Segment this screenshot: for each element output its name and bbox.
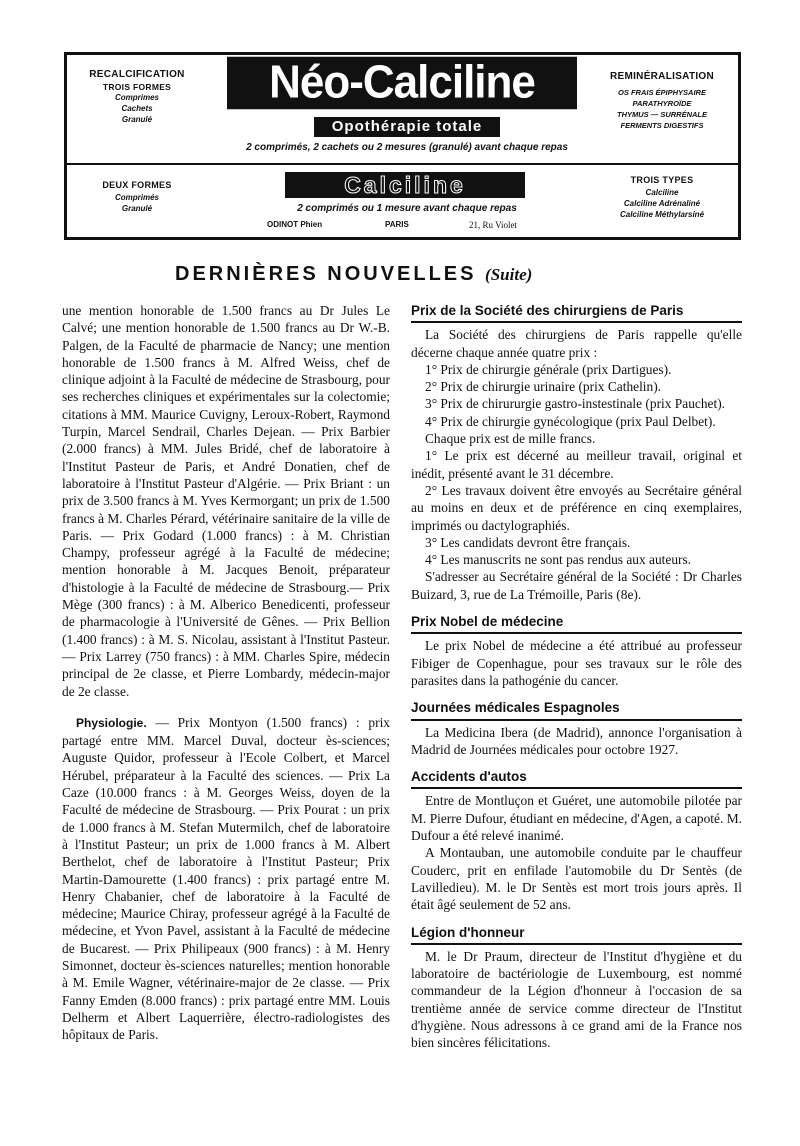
ad-top-left [81, 69, 193, 125]
societe-item: Chaque prix est de mille francs. [425, 431, 596, 447]
ad-item: FERMENTS DIGESTIFS [620, 121, 704, 130]
ad-recalcification: RECALCIFICATION [89, 69, 185, 80]
ad-remineralisation: REMINÉRALISATION [609, 71, 715, 82]
societe-item: 3° Les candidats devront être français. [425, 534, 631, 550]
section-title-legion: Légion d'honneur [411, 924, 742, 945]
societe-item: 1° Prix de chirurgie générale (prix Dartigues). [425, 361, 672, 377]
physiologie-text: — Prix Montyon (1.500 francs) : prix partagé entre MM. Marcel Duval, docteur ès-sciences; Auguste Quidor, professeur à l'Ecole Colbert, et Marcel Hérubel, préparateur à la Faculté des sciences. — Prix La Caze (10.000 francs : à M. Georges Weiss, doyen de la Faculté de médecine de Strasbourg. — Prix Pourat : un prix de 1.000 francs à M. Stefan Mutermilch, chef de laboratoire à l'Institut Pasteur; un prix de 1.000 francs à M. Albert Berthelot, chef de laboratoire à l'Institut Pasteur; Prix Martin-Damourette (1.400 francs) : prix partagé entre M. Henry Chabanier, chef de laboratoire à la Faculté de médecine; Maurice Chiray, professeur agrégé à la Faculté de médecine, et Yvon Pavel, assistant à la Faculté de médecine de Bucarest. — Prix Philipeaux (900 francs) : à M. Henry Simonnet, docteur ès-sciences naturelles; mention honorable à M. Emile Wagner, vétérinaire-major de 2e classe. — Prix Fanny Emden (8.000 francs) : prix partagé entre MM. Louis Delherm et Albert Laquerrière, électro-radiologistes des hôpitaux de Paris. [62, 714, 390, 1043]
ad-separator [67, 163, 738, 165]
ad-item: Granulé [121, 115, 153, 124]
ad-dosage-1: 2 comprimés, 2 cachets ou 2 mesures (granulé) avant chaque repas [246, 142, 568, 153]
page-heading [175, 263, 532, 286]
ad-item: Comprimés [114, 193, 159, 202]
ad-item: THYMUS — SURRÉNALE [616, 110, 707, 119]
nobel-text: Le prix Nobel de médecine a été attribué au professeur Fibiger de Copenhague, pour ses travaux sur le rôle des parasites dans la pathogénie du cancer. [411, 638, 742, 688]
ad-item: Calciline Méthylarsiné [619, 210, 705, 219]
heading-suite: (Suite) [485, 265, 533, 284]
ad-dosage-2: 2 comprimés ou 1 mesure avant chaque repas [297, 203, 517, 214]
advertisement-box [64, 52, 741, 240]
societe-item: 2° Prix de chirurgie urinaire (prix Cathelin). [425, 379, 662, 395]
societe-item: 2° Les travaux doivent être envoyés au Secrétaire général au moins en deux et de préférence en cinq exemplaires, imprimés ou dactylographiés. [411, 482, 742, 533]
right-column [411, 302, 742, 1052]
legion-text: M. le Dr Praum, directeur de l'Institut d'hygiène et du laboratoire de bactériologie de Luxembourg, est nommé commandeur de la Légion d'honneur à l'occasion de sa trentième année de service comme directeur de l'Institut d'hygiène. Nous adressons à ce grand ami de la France nos bien sincères félicitations. [411, 948, 742, 1051]
societe-item: 1° Le prix est décerné au meilleur travail, original et inédit, présenté avant le 31 décembre. [411, 448, 742, 481]
societe-intro: La Société des chirurgiens de Paris rappelle qu'elle décerne chaque année quatre prix : [411, 327, 742, 360]
brand-tagline: Opothérapie totale [314, 117, 500, 137]
section-title-journees: Journées médicales Espagnoles [411, 699, 742, 720]
ad-bottom-right [595, 175, 729, 220]
societe-item: 3° Prix de chirururgie gastro-instestinale (prix Pauchet). [425, 396, 725, 412]
ad-address: 21, Ru Violet [469, 220, 518, 230]
left-paragraph-2 [62, 714, 390, 1044]
physiologie-label: Physiologie. [76, 715, 147, 730]
societe-item: S'adresser au Secrétaire général de la Société : Dr Charles Buizard, 3, rue de La Trémoille, Paris (8e). [411, 569, 742, 602]
societe-item: 4° Prix de chirurgie gynécologique (prix Paul Delbet). [425, 413, 716, 429]
accidents-text-2: A Montauban, une automobile conduite par le chauffeur Couderc, prit en enfilade l'automobile du Dr Sentès (de Lavilledieu). M. le Dr Sentès est mort trois jours après. Il était âgé seulement de 52 ans. [411, 845, 742, 913]
ad-item: OS FRAIS ÉPIPHYSAIRE [618, 88, 706, 97]
brand-neo-calciline: Néo-Calciline [227, 57, 577, 110]
journees-text: La Medicina Ibera (de Madrid), annonce l'organisation à Madrid de Journées médicales pour octobre 1927. [411, 724, 742, 757]
ad-city: PARIS [385, 220, 409, 229]
ad-item: Calciline Adrénaliné [623, 199, 701, 208]
brand-calciline [285, 172, 525, 198]
ad-trois-types: TROIS TYPES [630, 175, 694, 185]
ad-deux-formes: DEUX FORMES [102, 180, 172, 190]
section-title-societe: Prix de la Société des chirurgiens de Paris [411, 302, 742, 323]
ad-bottom-left [81, 180, 193, 214]
ad-trois-formes: TROIS FORMES [102, 82, 172, 92]
ad-item: Calciline [645, 188, 679, 197]
ad-maker: ODINOT Phien [267, 220, 323, 229]
societe-item: 4° Les manuscrits ne sont pas rendus aux auteurs. [425, 552, 692, 568]
brand-calciline-text: Calciline [344, 172, 466, 198]
left-paragraph-1: une mention honorable de 1.500 francs au Dr Jules Le Calvé; une mention honorable de 1.500 francs au Dr W.-B. Palgen, de la Faculté de pharmacie de Nancy; une mention honorable de 1.500 francs à M. Alfred Weiss, chef de clinique adjoint à la Faculté de médecine de Strasbourg, pour ses recherches cliniques et expérimentales sur la colectomie; citations à MM. Maurice Cuvigny, Leroux-Robert, Raymond Turpin, Marcel Sendrail, Charles Dejean. — Prix Barbier (2.000 francs) à MM. Jules Bridé, chef de laboratoire à l'Institut Pasteur de Paris, et André Donatien, chef de laboratoire à l'Institut Pasteur d'Algérie. — Prix Briant : un prix de 3.500 francs à M. Yves Kermorgant; un prix de 1.500 francs à M. Charles Pérard, vétérinaire sanitaire de la ville de Paris. — Prix Godard (1.000 francs) : à M. Christian Champy, professeur agrégé à la Faculté de médecine; mention honorable à M. Jacques Benoit, préparateur d'histologie à la Faculté de médecine de Strasbourg.— Prix Mège (300 francs) : à M. Alberico Benedicenti, professeur de pharmacologie à l'Université de Gênes. — Prix Bellion (1.400 francs) : à M. S. Nicolau, assistant à l'Institut Pasteur. — Prix Larrey (750 francs) : à MM. Charles Spire, médecin principal de 2e classe, et Pierre Lombardy, médecin-major de 2e classe. [62, 303, 390, 699]
left-column [62, 302, 390, 1043]
ad-item: PARATHYROÏDE [632, 99, 692, 108]
section-title-accidents: Accidents d'autos [411, 768, 742, 789]
accidents-text-1: Entre de Montluçon et Guéret, une automobile pilotée par M. Pierre Dufour, étudiant en médecine, d'Agen, a capoté. M. Dufour a été relevé inanimé. [411, 793, 742, 844]
ad-item: Cachets [121, 104, 153, 113]
ad-top-right [595, 71, 729, 131]
heading-title: DERNIÈRES NOUVELLES [175, 263, 477, 285]
section-title-nobel: Prix Nobel de médecine [411, 613, 742, 634]
ad-item: Comprimes [114, 93, 159, 102]
ad-item: Granulé [121, 204, 153, 213]
